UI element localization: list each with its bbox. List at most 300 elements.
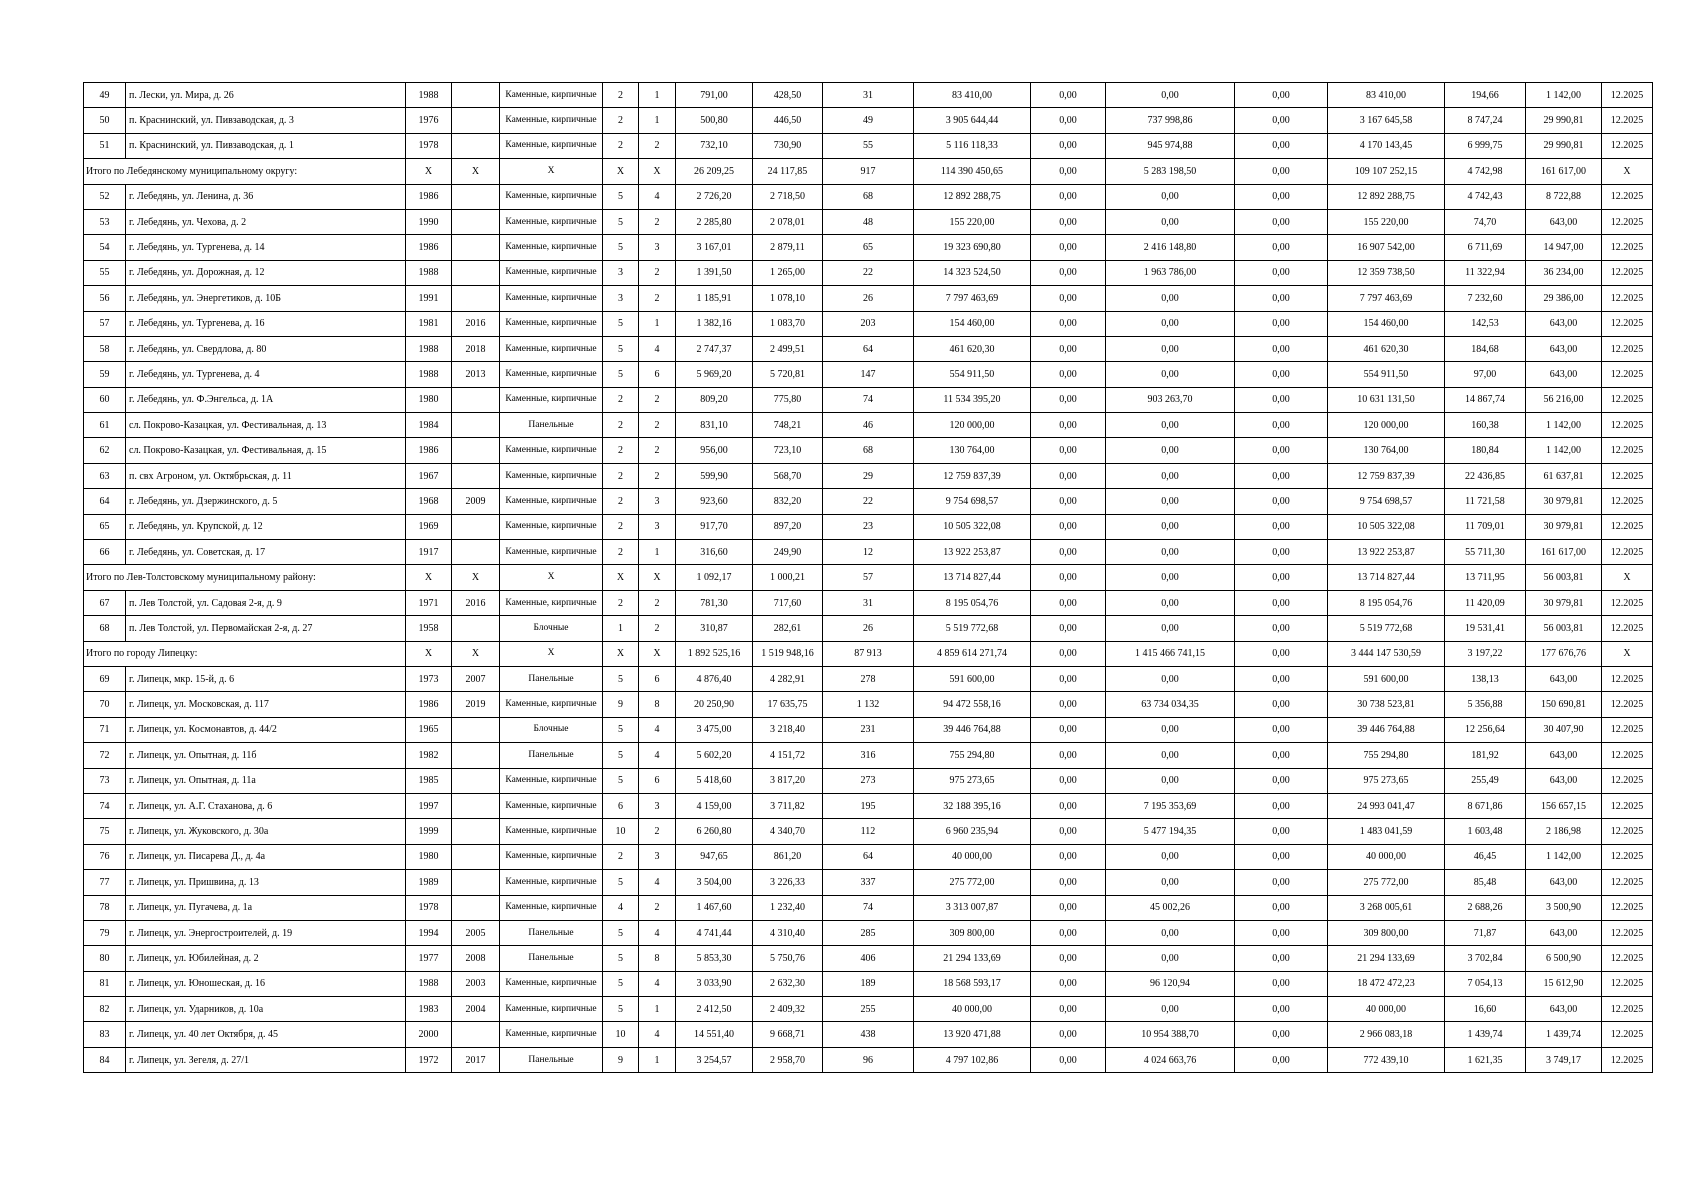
cell-total-cost: 5 116 118,33: [914, 133, 1031, 158]
cell-owners-cost: 120 000,00: [1328, 413, 1445, 438]
cell-fund-cost: 0,00: [1031, 438, 1106, 463]
cell-total-area: 3 475,00: [676, 717, 753, 742]
cell-reconstruction-year: 2009: [452, 489, 500, 514]
cell-row-number: 65: [84, 514, 126, 539]
cell-specific-cost: 1 439,74: [1445, 1022, 1526, 1047]
cell-specific-cost: 184,68: [1445, 336, 1526, 361]
cell-fund-cost: 0,00: [1031, 844, 1106, 869]
cell-owners-cost: 24 993 041,47: [1328, 793, 1445, 818]
cell-residents: 26: [823, 616, 914, 641]
table-row: [84, 438, 1653, 463]
cell-planned-date: 12.2025: [1602, 793, 1653, 818]
cell-wall-material: Каменные, кирпичные: [500, 870, 603, 895]
cell-reconstruction-year: 2013: [452, 362, 500, 387]
cell-total-area: 2 747,37: [676, 336, 753, 361]
cell-row-number: 63: [84, 463, 126, 488]
cell-wall-material: Каменные, кирпичные: [500, 209, 603, 234]
cell-specific-cost: 71,87: [1445, 920, 1526, 945]
cell-floors: 5: [603, 666, 639, 691]
cell-fund-cost: 0,00: [1031, 692, 1106, 717]
cell-specific-cost: 11 420,09: [1445, 590, 1526, 615]
cell-max-specific-cost: 161 617,00: [1526, 159, 1602, 184]
cell-total-cost: 39 446 764,88: [914, 717, 1031, 742]
cell-fund-cost: 0,00: [1031, 286, 1106, 311]
cell-total-area: 956,00: [676, 438, 753, 463]
cell-living-area: 2 078,01: [753, 209, 823, 234]
cell-residents: 96: [823, 1047, 914, 1072]
cell-total-area: 3 033,90: [676, 971, 753, 996]
cell-fund-cost: 0,00: [1031, 641, 1106, 666]
cell-owners-cost: 12 759 837,39: [1328, 463, 1445, 488]
cell-wall-material: Каменные, кирпичные: [500, 997, 603, 1022]
cell-commission-year: 1978: [406, 895, 452, 920]
cell-row-number: 53: [84, 209, 126, 234]
cell-commission-year: X: [406, 565, 452, 590]
cell-floors: 2: [603, 489, 639, 514]
cell-local-cost: 0,00: [1235, 844, 1328, 869]
cell-owners-cost: 13 922 253,87: [1328, 540, 1445, 565]
cell-wall-material: Каменные, кирпичные: [500, 590, 603, 615]
cell-living-area: 717,60: [753, 590, 823, 615]
cell-local-cost: 0,00: [1235, 717, 1328, 742]
cell-row-number: 62: [84, 438, 126, 463]
cell-commission-year: 1980: [406, 387, 452, 412]
cell-row-number: 55: [84, 260, 126, 285]
cell-budget-cost: 0,00: [1106, 463, 1235, 488]
cell-commission-year: 1989: [406, 870, 452, 895]
cell-entrances: 4: [639, 1022, 676, 1047]
cell-wall-material: Блочные: [500, 717, 603, 742]
cell-commission-year: 1980: [406, 844, 452, 869]
cell-budget-cost: 45 002,26: [1106, 895, 1235, 920]
cell-owners-cost: 9 754 698,57: [1328, 489, 1445, 514]
cell-total-area: 923,60: [676, 489, 753, 514]
cell-wall-material: Каменные, кирпичные: [500, 971, 603, 996]
cell-subtotal-label: Итого по городу Липецку:: [84, 641, 406, 666]
cell-budget-cost: 0,00: [1106, 565, 1235, 590]
cell-floors: 5: [603, 311, 639, 336]
cell-living-area: 730,90: [753, 133, 823, 158]
cell-reconstruction-year: [452, 870, 500, 895]
cell-planned-date: 12.2025: [1602, 108, 1653, 133]
cell-total-cost: 12 759 837,39: [914, 463, 1031, 488]
cell-entrances: 1: [639, 540, 676, 565]
cell-residents: 147: [823, 362, 914, 387]
cell-floors: X: [603, 565, 639, 590]
cell-entrances: 3: [639, 489, 676, 514]
cell-entrances: 8: [639, 946, 676, 971]
cell-wall-material: X: [500, 565, 603, 590]
cell-residents: 23: [823, 514, 914, 539]
subtotal-row: [84, 641, 1653, 666]
cell-reconstruction-year: X: [452, 641, 500, 666]
cell-commission-year: 1985: [406, 768, 452, 793]
cell-specific-cost: 5 356,88: [1445, 692, 1526, 717]
cell-specific-cost: 11 721,58: [1445, 489, 1526, 514]
cell-residents: 22: [823, 260, 914, 285]
cell-address: г. Лебедянь, ул. Дорожная, д. 12: [126, 260, 406, 285]
cell-row-number: 52: [84, 184, 126, 209]
cell-owners-cost: 130 764,00: [1328, 438, 1445, 463]
cell-reconstruction-year: 2016: [452, 311, 500, 336]
cell-floors: 2: [603, 590, 639, 615]
cell-max-specific-cost: 1 142,00: [1526, 844, 1602, 869]
cell-floors: 5: [603, 235, 639, 260]
cell-living-area: 748,21: [753, 413, 823, 438]
cell-commission-year: 1982: [406, 743, 452, 768]
cell-fund-cost: 0,00: [1031, 463, 1106, 488]
cell-wall-material: X: [500, 641, 603, 666]
cell-commission-year: 1972: [406, 1047, 452, 1072]
table-row: [84, 387, 1653, 412]
cell-residents: 112: [823, 819, 914, 844]
cell-specific-cost: 46,45: [1445, 844, 1526, 869]
cell-wall-material: Каменные, кирпичные: [500, 311, 603, 336]
cell-planned-date: 12.2025: [1602, 540, 1653, 565]
cell-wall-material: Каменные, кирпичные: [500, 387, 603, 412]
cell-max-specific-cost: 6 500,90: [1526, 946, 1602, 971]
cell-planned-date: 12.2025: [1602, 133, 1653, 158]
cell-total-cost: 461 620,30: [914, 336, 1031, 361]
cell-subtotal-label: Итого по Лебедянскому муниципальному округу:: [84, 159, 406, 184]
cell-reconstruction-year: 2019: [452, 692, 500, 717]
cell-row-number: 57: [84, 311, 126, 336]
cell-owners-cost: 10 631 131,50: [1328, 387, 1445, 412]
cell-budget-cost: 10 954 388,70: [1106, 1022, 1235, 1047]
cell-commission-year: 1991: [406, 286, 452, 311]
cell-address: г. Липецк, ул. Зегеля, д. 27/1: [126, 1047, 406, 1072]
table-row: [84, 413, 1653, 438]
cell-total-cost: 120 000,00: [914, 413, 1031, 438]
cell-commission-year: 1976: [406, 108, 452, 133]
cell-owners-cost: 154 460,00: [1328, 311, 1445, 336]
cell-fund-cost: 0,00: [1031, 946, 1106, 971]
cell-planned-date: 12.2025: [1602, 438, 1653, 463]
cell-living-area: 428,50: [753, 83, 823, 108]
cell-local-cost: 0,00: [1235, 616, 1328, 641]
cell-living-area: 1 000,21: [753, 565, 823, 590]
cell-max-specific-cost: 1 439,74: [1526, 1022, 1602, 1047]
cell-fund-cost: 0,00: [1031, 997, 1106, 1022]
cell-local-cost: 0,00: [1235, 387, 1328, 412]
cell-specific-cost: 55 711,30: [1445, 540, 1526, 565]
cell-address: г. Лебедянь, ул. Советская, д. 17: [126, 540, 406, 565]
cell-floors: 9: [603, 692, 639, 717]
cell-commission-year: 1988: [406, 362, 452, 387]
cell-fund-cost: 0,00: [1031, 717, 1106, 742]
cell-local-cost: 0,00: [1235, 184, 1328, 209]
cell-residents: 68: [823, 438, 914, 463]
cell-living-area: 4 310,40: [753, 920, 823, 945]
cell-total-cost: 554 911,50: [914, 362, 1031, 387]
cell-budget-cost: 0,00: [1106, 844, 1235, 869]
cell-planned-date: 12.2025: [1602, 870, 1653, 895]
cell-address: г. Липецк, ул. Писарева Д., д. 4а: [126, 844, 406, 869]
cell-wall-material: Каменные, кирпичные: [500, 108, 603, 133]
cell-commission-year: 1984: [406, 413, 452, 438]
cell-planned-date: 12.2025: [1602, 1047, 1653, 1072]
cell-living-area: 3 817,20: [753, 768, 823, 793]
cell-residents: 49: [823, 108, 914, 133]
cell-address: г. Лебедянь, ул. Дзержинского, д. 5: [126, 489, 406, 514]
cell-living-area: 861,20: [753, 844, 823, 869]
cell-planned-date: X: [1602, 565, 1653, 590]
table-row: [84, 793, 1653, 818]
cell-fund-cost: 0,00: [1031, 209, 1106, 234]
cell-row-number: 64: [84, 489, 126, 514]
cell-total-cost: 11 534 395,20: [914, 387, 1031, 412]
cell-floors: X: [603, 641, 639, 666]
cell-row-number: 76: [84, 844, 126, 869]
cell-specific-cost: 1 603,48: [1445, 819, 1526, 844]
cell-living-area: 5 720,81: [753, 362, 823, 387]
housing-repair-table: [83, 82, 1653, 1073]
cell-residents: 189: [823, 971, 914, 996]
cell-row-number: 81: [84, 971, 126, 996]
cell-total-area: 781,30: [676, 590, 753, 615]
cell-local-cost: 0,00: [1235, 743, 1328, 768]
cell-budget-cost: 0,00: [1106, 311, 1235, 336]
cell-entrances: 2: [639, 438, 676, 463]
cell-local-cost: 0,00: [1235, 768, 1328, 793]
cell-max-specific-cost: 30 979,81: [1526, 489, 1602, 514]
cell-address: г. Липецк, ул. Пришвина, д. 13: [126, 870, 406, 895]
cell-row-number: 58: [84, 336, 126, 361]
cell-fund-cost: 0,00: [1031, 920, 1106, 945]
cell-total-cost: 18 568 593,17: [914, 971, 1031, 996]
cell-fund-cost: 0,00: [1031, 616, 1106, 641]
cell-max-specific-cost: 161 617,00: [1526, 540, 1602, 565]
cell-owners-cost: 772 439,10: [1328, 1047, 1445, 1072]
cell-wall-material: Каменные, кирпичные: [500, 235, 603, 260]
cell-row-number: 51: [84, 133, 126, 158]
cell-residents: 273: [823, 768, 914, 793]
cell-commission-year: 1978: [406, 133, 452, 158]
cell-commission-year: 1988: [406, 971, 452, 996]
cell-local-cost: 0,00: [1235, 1047, 1328, 1072]
cell-living-area: 1 078,10: [753, 286, 823, 311]
cell-local-cost: 0,00: [1235, 260, 1328, 285]
cell-planned-date: 12.2025: [1602, 717, 1653, 742]
cell-fund-cost: 0,00: [1031, 565, 1106, 590]
cell-budget-cost: 0,00: [1106, 768, 1235, 793]
cell-living-area: 568,70: [753, 463, 823, 488]
cell-planned-date: 12.2025: [1602, 336, 1653, 361]
cell-owners-cost: 40 000,00: [1328, 997, 1445, 1022]
cell-row-number: 59: [84, 362, 126, 387]
cell-wall-material: Каменные, кирпичные: [500, 768, 603, 793]
cell-residents: 1 132: [823, 692, 914, 717]
cell-floors: 2: [603, 540, 639, 565]
cell-total-area: 1 185,91: [676, 286, 753, 311]
cell-fund-cost: 0,00: [1031, 870, 1106, 895]
cell-specific-cost: 16,60: [1445, 997, 1526, 1022]
cell-living-area: 3 711,82: [753, 793, 823, 818]
cell-floors: 2: [603, 438, 639, 463]
cell-budget-cost: 0,00: [1106, 870, 1235, 895]
cell-owners-cost: 3 268 005,61: [1328, 895, 1445, 920]
cell-total-area: 5 418,60: [676, 768, 753, 793]
table-row: [84, 920, 1653, 945]
cell-row-number: 67: [84, 590, 126, 615]
cell-wall-material: Панельные: [500, 946, 603, 971]
cell-fund-cost: 0,00: [1031, 489, 1106, 514]
cell-residents: 46: [823, 413, 914, 438]
cell-living-area: 3 226,33: [753, 870, 823, 895]
cell-owners-cost: 5 519 772,68: [1328, 616, 1445, 641]
cell-floors: X: [603, 159, 639, 184]
cell-living-area: 4 151,72: [753, 743, 823, 768]
cell-total-cost: 4 797 102,86: [914, 1047, 1031, 1072]
cell-row-number: 78: [84, 895, 126, 920]
cell-row-number: 72: [84, 743, 126, 768]
table-row: [84, 743, 1653, 768]
cell-planned-date: 12.2025: [1602, 743, 1653, 768]
cell-planned-date: 12.2025: [1602, 616, 1653, 641]
cell-address: г. Лебедянь, ул. Свердлова, д. 80: [126, 336, 406, 361]
cell-total-area: 4 741,44: [676, 920, 753, 945]
cell-reconstruction-year: [452, 743, 500, 768]
cell-living-area: 1 232,40: [753, 895, 823, 920]
cell-residents: 29: [823, 463, 914, 488]
cell-max-specific-cost: 643,00: [1526, 768, 1602, 793]
table-row: [84, 946, 1653, 971]
cell-row-number: 61: [84, 413, 126, 438]
cell-fund-cost: 0,00: [1031, 413, 1106, 438]
cell-specific-cost: 7 232,60: [1445, 286, 1526, 311]
cell-floors: 3: [603, 260, 639, 285]
cell-floors: 2: [603, 413, 639, 438]
cell-owners-cost: 155 220,00: [1328, 209, 1445, 234]
cell-floors: 1: [603, 616, 639, 641]
cell-local-cost: 0,00: [1235, 514, 1328, 539]
cell-total-cost: 6 960 235,94: [914, 819, 1031, 844]
cell-local-cost: 0,00: [1235, 997, 1328, 1022]
cell-specific-cost: 3 702,84: [1445, 946, 1526, 971]
cell-max-specific-cost: 643,00: [1526, 336, 1602, 361]
cell-local-cost: 0,00: [1235, 362, 1328, 387]
cell-max-specific-cost: 150 690,81: [1526, 692, 1602, 717]
cell-reconstruction-year: [452, 209, 500, 234]
cell-reconstruction-year: [452, 83, 500, 108]
cell-residents: 337: [823, 870, 914, 895]
cell-specific-cost: 85,48: [1445, 870, 1526, 895]
table-row: [84, 844, 1653, 869]
cell-planned-date: 12.2025: [1602, 463, 1653, 488]
cell-entrances: 4: [639, 336, 676, 361]
cell-owners-cost: 21 294 133,69: [1328, 946, 1445, 971]
cell-planned-date: 12.2025: [1602, 209, 1653, 234]
cell-total-area: 3 254,57: [676, 1047, 753, 1072]
cell-floors: 2: [603, 514, 639, 539]
cell-local-cost: 0,00: [1235, 489, 1328, 514]
cell-floors: 5: [603, 362, 639, 387]
cell-owners-cost: 39 446 764,88: [1328, 717, 1445, 742]
cell-total-area: 20 250,90: [676, 692, 753, 717]
cell-fund-cost: 0,00: [1031, 540, 1106, 565]
cell-owners-cost: 83 410,00: [1328, 83, 1445, 108]
cell-budget-cost: 1 415 466 741,15: [1106, 641, 1235, 666]
cell-budget-cost: 0,00: [1106, 590, 1235, 615]
cell-wall-material: Каменные, кирпичные: [500, 83, 603, 108]
table-row: [84, 463, 1653, 488]
table-row: [84, 260, 1653, 285]
cell-entrances: 2: [639, 895, 676, 920]
cell-address: г. Липецк, ул. Пугачева, д. 1а: [126, 895, 406, 920]
cell-wall-material: Каменные, кирпичные: [500, 540, 603, 565]
cell-max-specific-cost: 29 990,81: [1526, 108, 1602, 133]
cell-address: г. Лебедянь, ул. Чехова, д. 2: [126, 209, 406, 234]
cell-total-area: 1 382,16: [676, 311, 753, 336]
cell-planned-date: X: [1602, 641, 1653, 666]
cell-total-cost: 114 390 450,65: [914, 159, 1031, 184]
cell-reconstruction-year: [452, 133, 500, 158]
cell-owners-cost: 40 000,00: [1328, 844, 1445, 869]
cell-address: п. свх Агроном, ул. Октябрьская, д. 11: [126, 463, 406, 488]
cell-address: п. Лев Толстой, ул. Первомайская 2-я, д. 27: [126, 616, 406, 641]
cell-entrances: 1: [639, 83, 676, 108]
cell-specific-cost: 4 742,98: [1445, 159, 1526, 184]
cell-max-specific-cost: 177 676,76: [1526, 641, 1602, 666]
cell-owners-cost: 8 195 054,76: [1328, 590, 1445, 615]
cell-residents: 316: [823, 743, 914, 768]
table-row: [84, 666, 1653, 691]
cell-commission-year: 1917: [406, 540, 452, 565]
cell-total-cost: 591 600,00: [914, 666, 1031, 691]
cell-address: г. Липецк, ул. 40 лет Октября, д. 45: [126, 1022, 406, 1047]
cell-reconstruction-year: X: [452, 565, 500, 590]
cell-budget-cost: 0,00: [1106, 946, 1235, 971]
cell-floors: 5: [603, 997, 639, 1022]
cell-local-cost: 0,00: [1235, 133, 1328, 158]
cell-total-area: 3 504,00: [676, 870, 753, 895]
cell-reconstruction-year: [452, 616, 500, 641]
cell-total-area: 2 285,80: [676, 209, 753, 234]
cell-budget-cost: 0,00: [1106, 489, 1235, 514]
cell-entrances: 2: [639, 260, 676, 285]
cell-total-cost: 19 323 690,80: [914, 235, 1031, 260]
cell-fund-cost: 0,00: [1031, 1047, 1106, 1072]
cell-max-specific-cost: 15 612,90: [1526, 971, 1602, 996]
cell-address: г. Лебедянь, ул. Тургенева, д. 4: [126, 362, 406, 387]
cell-planned-date: 12.2025: [1602, 1022, 1653, 1047]
cell-wall-material: Каменные, кирпичные: [500, 692, 603, 717]
cell-residents: 438: [823, 1022, 914, 1047]
cell-reconstruction-year: 2008: [452, 946, 500, 971]
cell-planned-date: 12.2025: [1602, 514, 1653, 539]
cell-total-area: 917,70: [676, 514, 753, 539]
cell-budget-cost: 0,00: [1106, 83, 1235, 108]
cell-total-cost: 130 764,00: [914, 438, 1031, 463]
cell-commission-year: 1986: [406, 692, 452, 717]
subtotal-row: [84, 159, 1653, 184]
cell-planned-date: 12.2025: [1602, 895, 1653, 920]
cell-row-number: 74: [84, 793, 126, 818]
cell-specific-cost: 2 688,26: [1445, 895, 1526, 920]
cell-residents: 55: [823, 133, 914, 158]
cell-commission-year: 1971: [406, 590, 452, 615]
table-row: [84, 311, 1653, 336]
cell-floors: 5: [603, 717, 639, 742]
subtotal-row: [84, 565, 1653, 590]
cell-living-area: 446,50: [753, 108, 823, 133]
cell-residents: 278: [823, 666, 914, 691]
cell-fund-cost: 0,00: [1031, 590, 1106, 615]
cell-budget-cost: 0,00: [1106, 997, 1235, 1022]
cell-reconstruction-year: X: [452, 159, 500, 184]
cell-budget-cost: 945 974,88: [1106, 133, 1235, 158]
cell-entrances: 4: [639, 920, 676, 945]
